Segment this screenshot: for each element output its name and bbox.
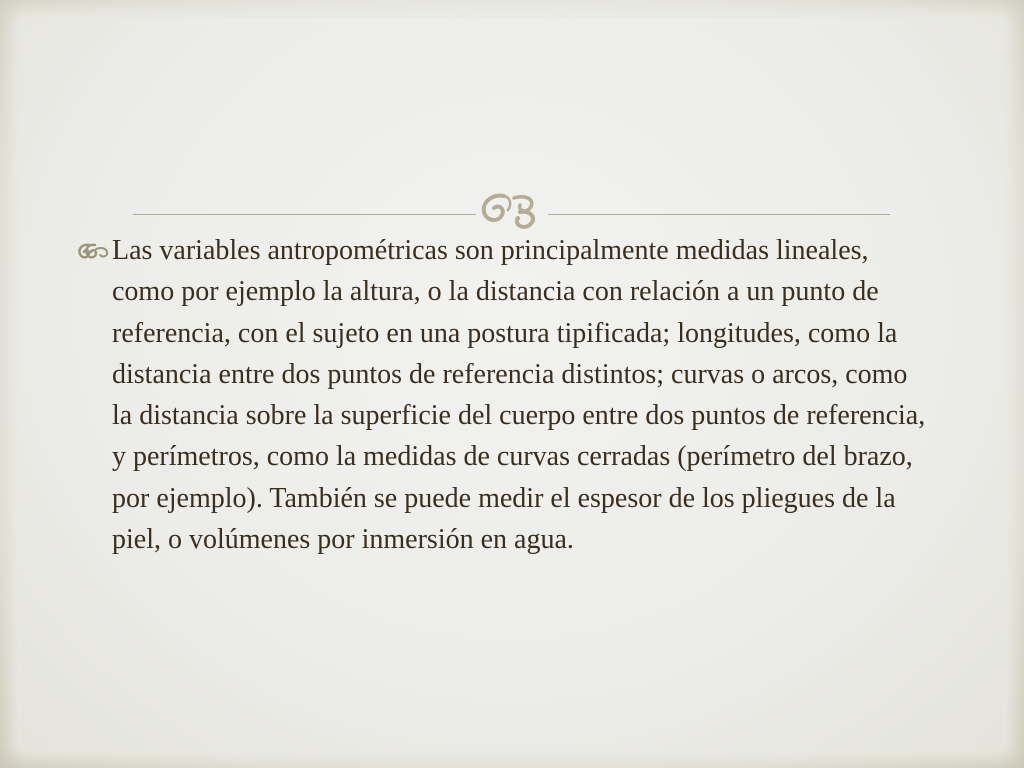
slide-content [76, 230, 936, 560]
double-swirl-bullet-icon [76, 240, 110, 262]
divider-line-left [133, 214, 476, 215]
bullet-text: Las variables antropométricas son principalmente medidas lineales, como por ejemplo la altura, o la distancia con relación a un punto de referencia, con el sujeto en una postura tipificada; longitudes, como la distancia entre dos puntos de referencia distintos; curvas o arcos, como la distancia sobre la superficie del cuerpo entre dos puntos de referencia, y perímetros, como la medidas de curvas cerradas (perímetro del brazo, por ejemplo). También se puede medir el espesor de los pliegues de la piel, o volúmenes por inmersión en agua. [112, 235, 926, 556]
ornamental-flourish-icon [474, 190, 550, 230]
bullet-item [76, 230, 936, 560]
divider-line-right [548, 214, 890, 215]
